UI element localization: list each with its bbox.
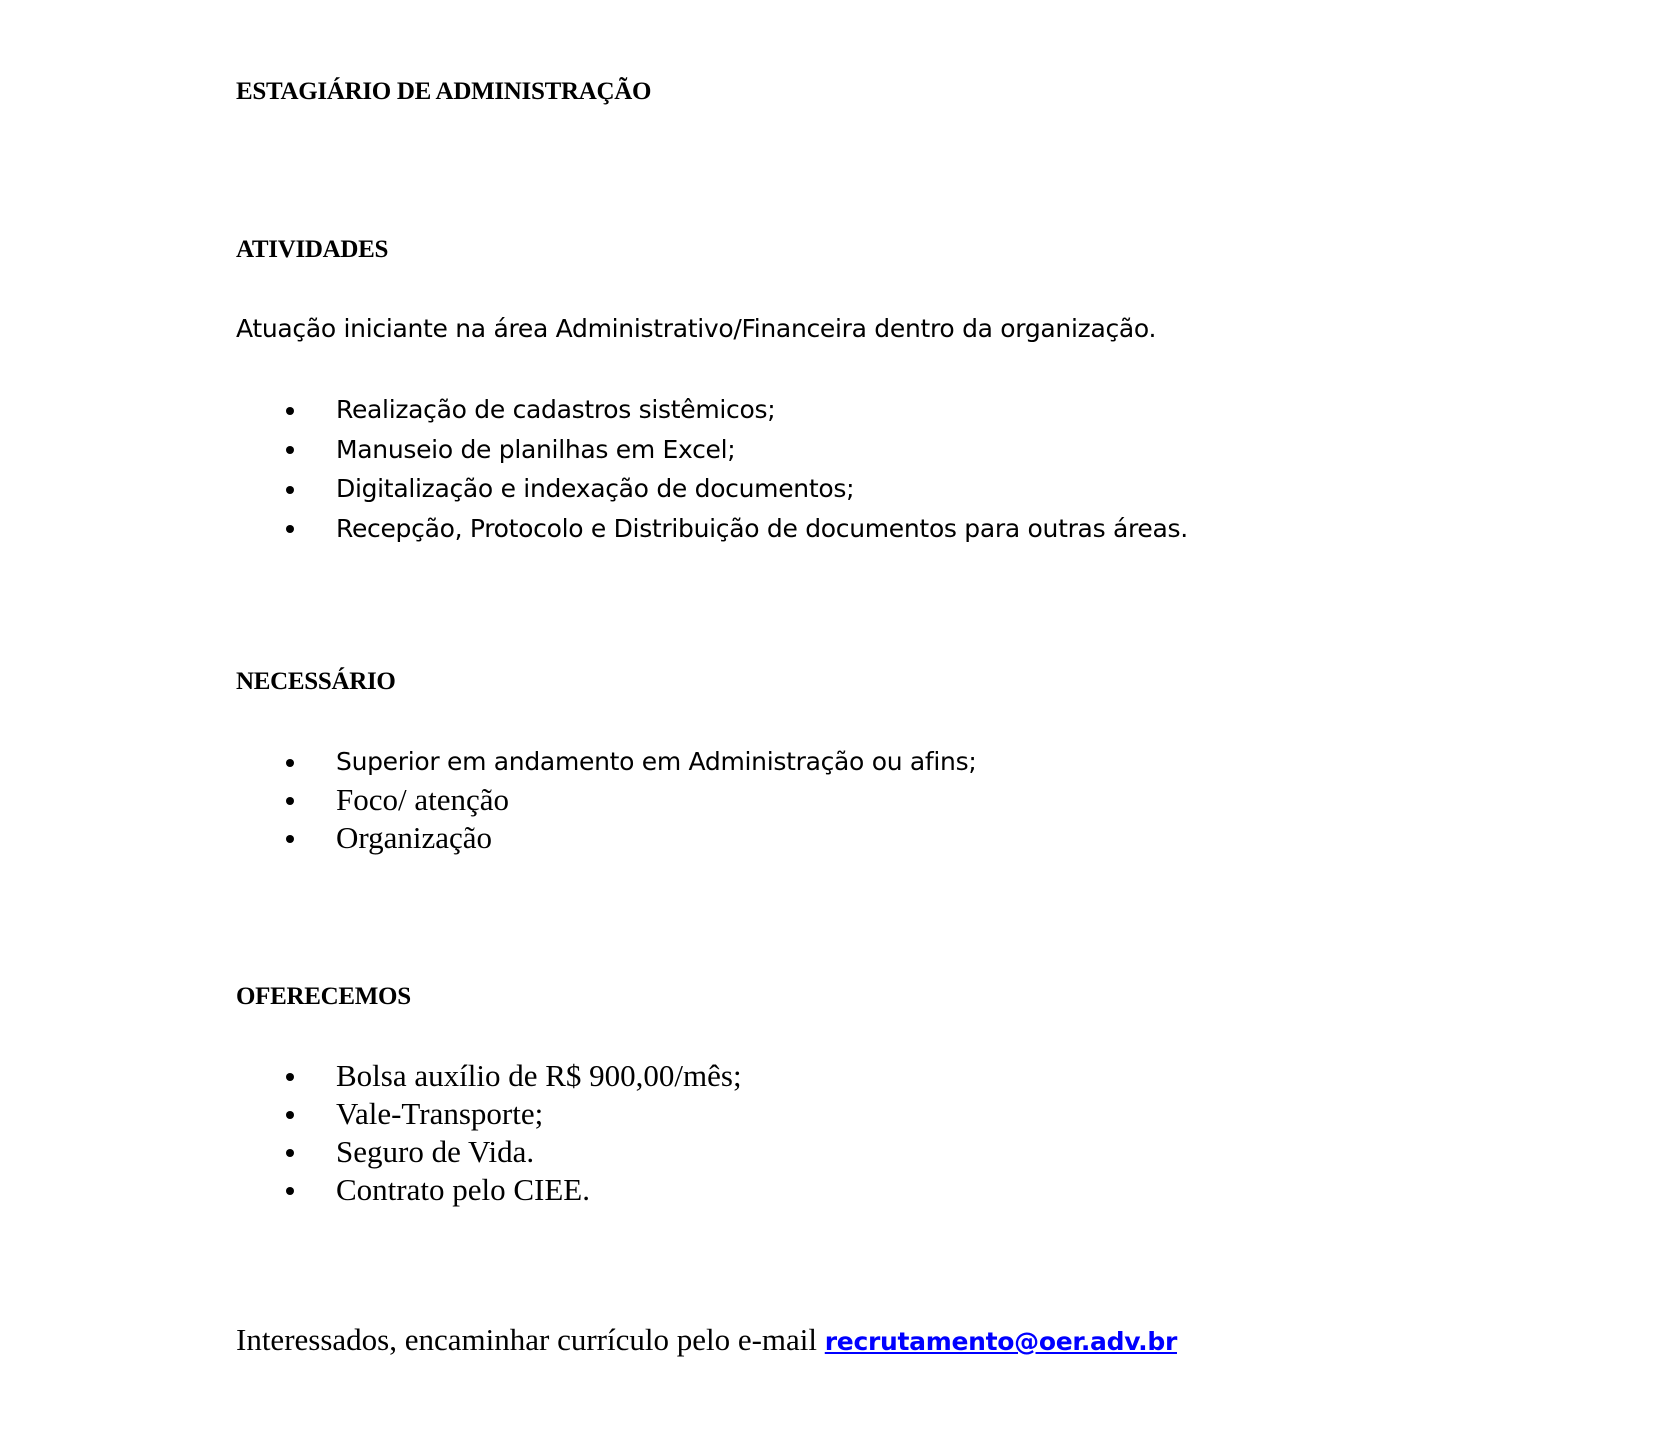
requirements-heading: NECESSÁRIO: [236, 668, 396, 695]
bullet-icon: [286, 446, 294, 454]
list-item-text: Organização: [336, 820, 493, 855]
list-item: [236, 819, 976, 857]
bullet-icon: [286, 797, 294, 805]
bullet-icon: [286, 525, 294, 533]
list-item-text: Foco/ atenção: [336, 782, 510, 817]
contact-text: Interessados, encaminhar currículo pelo e-mail: [236, 1322, 825, 1357]
bullet-icon: [286, 1149, 294, 1157]
list-item: [236, 1171, 742, 1209]
list-item: [236, 1133, 742, 1171]
bullet-icon: [286, 1073, 294, 1081]
bullet-icon: [286, 407, 294, 415]
bullet-icon: [286, 1111, 294, 1119]
email-link[interactable]: recrutamento@oer.adv.br: [824, 1327, 1177, 1356]
activities-intro: Atuação iniciante na área Administrativo/Financeira dentro da organização.: [236, 314, 1157, 343]
bullet-icon: [286, 835, 294, 843]
list-item: [236, 469, 1188, 509]
offers-heading: OFERECEMOS: [236, 983, 411, 1010]
list-item-text: Recepção, Protocolo e Distribuição de documentos para outras áreas.: [336, 513, 1188, 543]
list-item: [236, 1057, 742, 1095]
list-item: [236, 781, 976, 819]
list-item-text: Superior em andamento em Administração ou afins;: [336, 747, 977, 776]
requirements-list: [236, 743, 976, 857]
list-item: [236, 1095, 742, 1133]
activities-list: [236, 390, 1188, 548]
bullet-icon: [286, 759, 294, 767]
bullet-icon: [286, 1187, 294, 1195]
activities-heading: ATIVIDADES: [236, 236, 389, 263]
list-item-text: Seguro de Vida.: [336, 1134, 535, 1169]
list-item: [236, 390, 1188, 430]
list-item-text: Manuseio de planilhas em Excel;: [336, 434, 736, 464]
contact-line: [236, 1320, 1177, 1362]
list-item-text: Realização de cadastros sistêmicos;: [336, 395, 776, 424]
list-item: [236, 743, 976, 781]
list-item-text: Bolsa auxílio de R$ 900,00/mês;: [336, 1058, 742, 1093]
list-item-text: Vale-Transporte;: [336, 1096, 544, 1131]
job-title: ESTAGIÁRIO DE ADMINISTRAÇÃO: [236, 78, 652, 105]
list-item: [236, 430, 1188, 470]
list-item-text: Digitalização e indexação de documentos;: [336, 474, 855, 503]
list-item-text: Contrato pelo CIEE.: [336, 1172, 590, 1207]
list-item: [236, 509, 1188, 549]
bullet-icon: [286, 486, 294, 494]
offers-list: [236, 1057, 742, 1209]
